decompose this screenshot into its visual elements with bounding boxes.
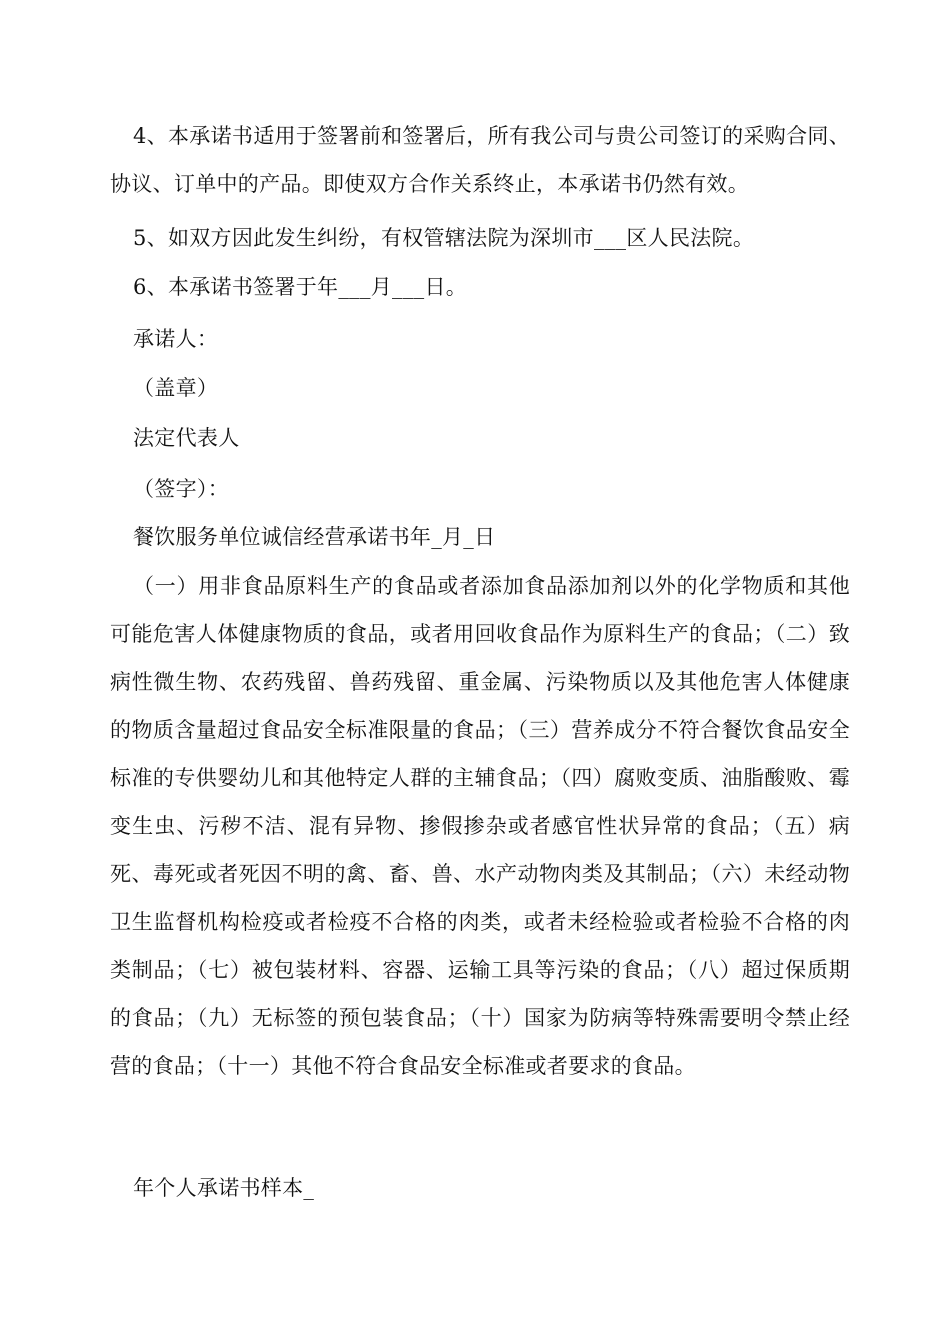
paragraph-clause-6: 6、本承诺书签署于年___月___日。 — [133, 275, 468, 299]
paragraph-clause-5: 5、如双方因此发生纠纷，有权管辖法院为深圳市___区人民法院。 — [133, 226, 755, 250]
legal-representative-label: 法定代表人 — [133, 426, 240, 450]
paragraph-clause-4: 4、本承诺书适用于签署前和签署后，所有我公司与贵公司签订的采购合同、协议、订单中的产品。即使双方合作关系终止，本承诺书仍然有效。 — [110, 124, 850, 196]
sample-title: 年个人承诺书样本_ — [133, 1176, 315, 1200]
promisor-label: 承诺人： — [133, 327, 219, 351]
signature-label: （签字）： — [133, 477, 229, 501]
section-title: 餐饮服务单位诚信经营承诺书年_月_日 — [133, 525, 496, 549]
seal-label: （盖章） — [133, 376, 219, 400]
prohibited-food-list: （一）用非食品原料生产的食品或者添加食品添加剂以外的化学物质和其他可能危害人体健康物质的食品，或者用回收食品作为原料生产的食品；（二）致病性微生物、农药残留、兽药残留、重金属、污染物质以及其他危害人体健康的物质含量超过食品安全标准限量的食品；（三）营养成分不符合餐饮食品安全标准的专供婴幼儿和其他特定人群的主辅食品；（四）腐败变质、油脂酸败、霉变生虫、污秽不洁、混有异物、掺假掺杂或者感官性状异常的食品；（五）病死、毒死或者死因不明的禽、畜、兽、水产动物肉类及其制品；（六）未经动物卫生监督机构检疫或者检疫不合格的肉类，或者未经检验或者检验不合格的肉类制品；（七）被包装材料、容器、运输工具等污染的食品；（八）超过保质期的食品；（九）无标签的预包装食品；（十）国家为防病等特殊需要明令禁止经营的食品；（十一）其他不符合食品安全标准或者要求的食品。 — [110, 574, 850, 1078]
